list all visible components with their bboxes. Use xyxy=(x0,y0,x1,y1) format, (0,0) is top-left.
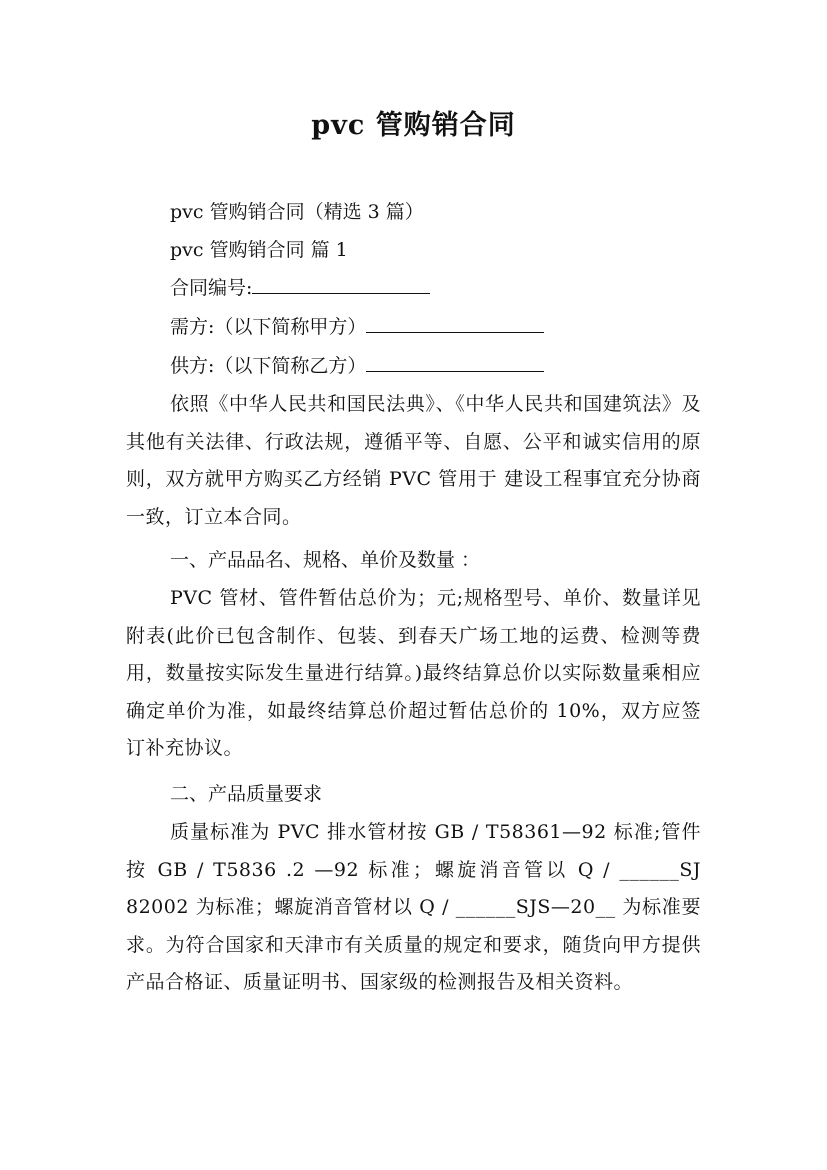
contract-number-label: 合同编号: xyxy=(170,277,253,299)
part-heading: pvc 管购销合同 篇 1 xyxy=(170,239,348,261)
seller-blank xyxy=(366,351,544,372)
buyer-label: 需方:（以下简称甲方） xyxy=(170,316,367,338)
contract-number-line xyxy=(170,270,430,306)
basis-paragraph: 依照《中华人民共和国民法典》、《中华人民共和国建筑法》及其他有关法律、行政法规，遵循平等、自愿、公平和诚实信用的原则，双方就甲方购买乙方经销 PVC 管用于 建设工程事宜充分协商一致，订立本合同。 xyxy=(126,393,701,528)
section1-heading: 一、产品品名、规格、单价及数量 ： xyxy=(170,549,481,571)
seller-label: 供方:（以下简称乙方） xyxy=(170,355,367,377)
buyer-line xyxy=(170,309,544,345)
section2-body: 质量标准为 PVC 排水管材按 GB / T58361—92 标准;管件按 GB / T5836 .2 —92 标准；螺旋消音管以 Q / ______SJ 82002 为标准；螺旋消音管材以 Q / ______SJS—20__ 为标准要求。为符合国家和天津市有关质量的规定和要求，随货向甲方提供产品合格证、质量证明书、国家级的检测报告及相关资料。 xyxy=(126,821,701,993)
contract-number-blank xyxy=(252,273,430,294)
seller-line xyxy=(170,348,544,384)
section2-heading: 二、产品质量要求 xyxy=(170,783,323,805)
document-subtitle: pvc 管购销合同（精选 3 篇） xyxy=(170,201,424,223)
buyer-blank xyxy=(366,312,544,333)
document-title: pvc 管购销合同 xyxy=(311,110,516,141)
section1-body: PVC 管材、管件暂估总价为；元;规格型号、单价、数量详见附表(此价已包含制作、包装、到春天广场工地的运费、检测等费用，数量按实际发生量进行结算。)最终结算总价以实际数量乘相应确定单价为准，如最终结算总价超过暂估总价的 10%，双方应签订补充协议。 xyxy=(126,587,701,759)
